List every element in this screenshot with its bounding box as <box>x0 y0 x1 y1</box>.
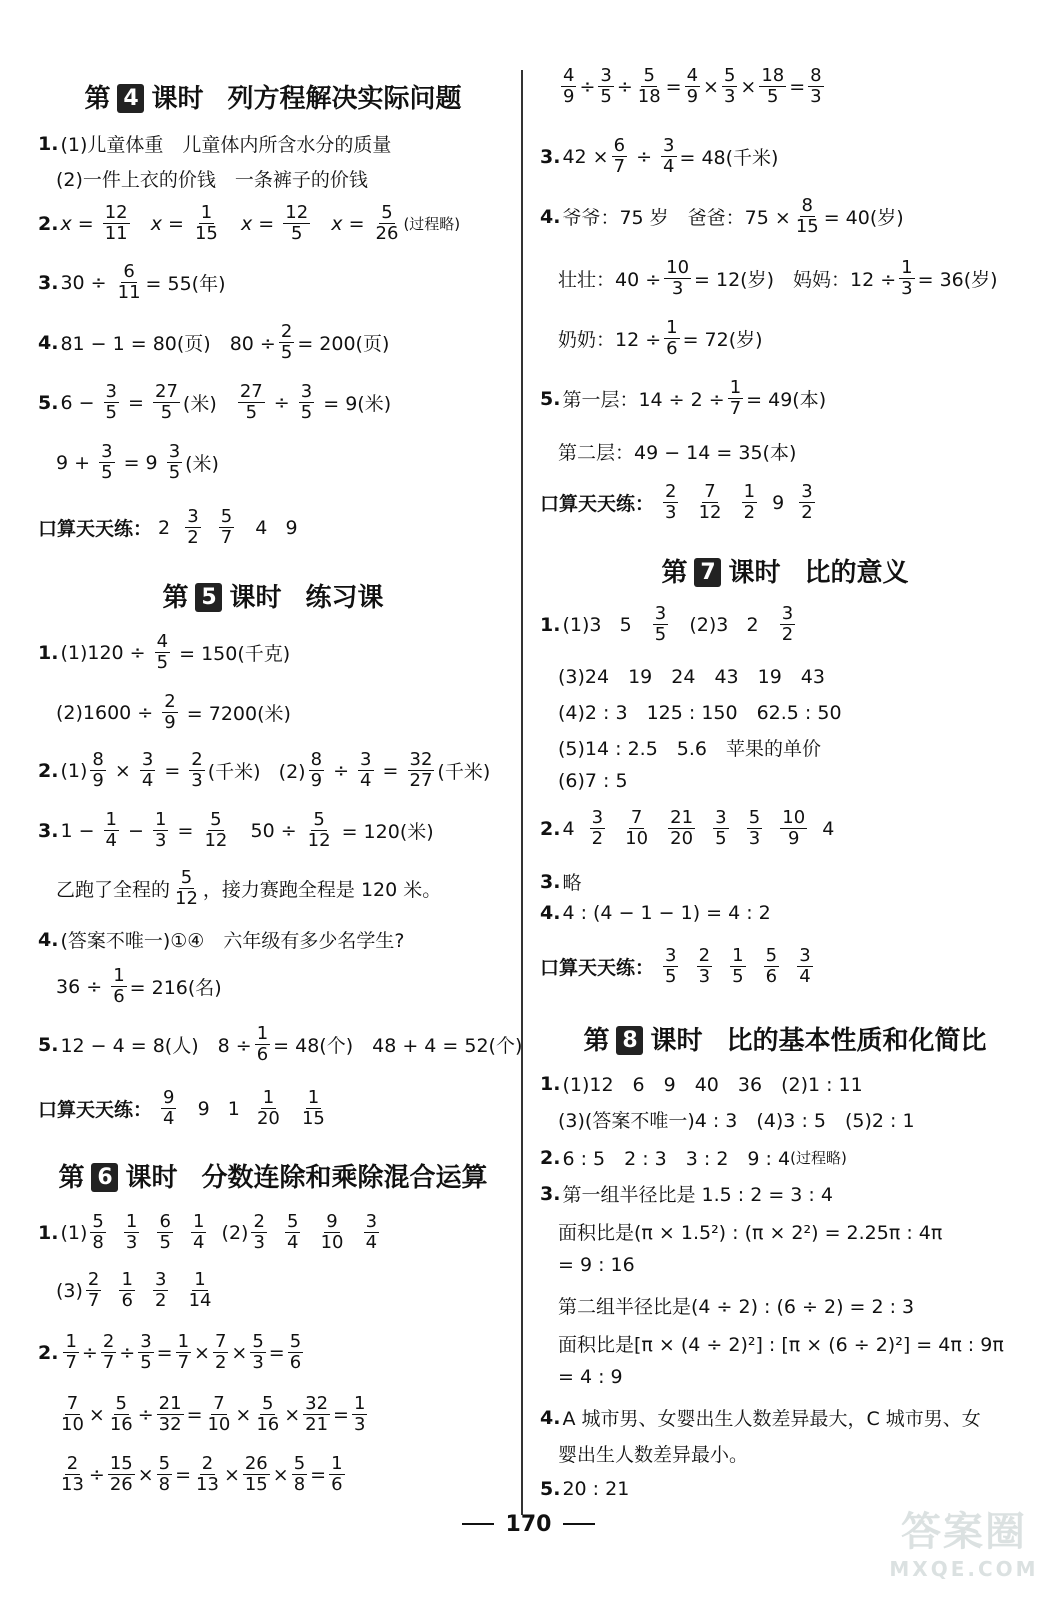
section-title-4: 第 4 课时 列方程解决实际问题 <box>84 84 462 114</box>
calc-answer-1: 1. (1) 5 8 1 3 6 5 1 4 (2) 2 3 5 4 9 10 3 4 <box>38 1211 378 1253</box>
mental-math-6: 口算天天练： 2 3 7 12 1 2 9 3 2 <box>540 481 813 523</box>
simplify-answer-2: 2. 6 : 5 2 : 3 3 : 2 9 : 4 (过程略) <box>540 1146 847 1170</box>
ratio-answer-1: 1. (1)3 5 3 5 (2)3 2 3 2 <box>540 603 794 645</box>
ratio-answer-1-line-3: (3)24 19 24 43 19 43 <box>558 666 825 688</box>
ratio-answer-2: 2. 4 3 2 7 10 21 20 3 5 5 3 10 9 4 <box>540 807 835 849</box>
simplify-answer-4-line-2: 婴出生人数差异最小。 <box>558 1444 749 1466</box>
section-title-5: 第 5 课时 练习课 <box>162 583 384 613</box>
section-title-7: 第 7 课时 比的意义 <box>661 558 909 588</box>
practice-answer-1: 1. (1)120 ÷ $\frac{4}{5}$ = 150(千克) <box>38 631 291 673</box>
calc-answer-4-line-2: 壮壮：40 ÷ $\frac{10}{3}$ = 12(岁) 妈妈：12 ÷ $\frac{1}{3}$ = 36(岁) <box>558 257 998 299</box>
calc-answer-5-line-2: 第二层：49 − 14 = 35(本) <box>558 442 797 464</box>
watermark-logo: 答案圈 MXQE.COM <box>889 1509 1039 1581</box>
practice-answer-3: 3. 1 − $\frac{1}{4}$ − $\frac{1}{3}$ = $\frac{5}{12}$ 50 ÷ $\frac{5}{12}$ = 120(米) <box>38 809 434 851</box>
simplify-answer-3-line-3: = 9 : 16 <box>558 1254 635 1276</box>
calc-answer-5: 5. 第一层：14 ÷ 2 ÷ $\frac{1}{7}$ = 49(本) <box>540 377 827 419</box>
practice-answer-4: 4. (答案不唯一)①④ 六年级有多少名学生? <box>38 928 405 952</box>
section-title-8: 第 8 课时 比的基本性质和化简比 <box>583 1026 987 1056</box>
answer-3: 3. 30 ÷ $\frac{6}{11}$ = 55(年) <box>38 261 226 303</box>
footer-dash-right <box>563 1523 595 1525</box>
calc-answer-3: 3. 42 × $\frac{6}{7}$ ÷ $\frac{3}{4}$ = 48(千米) <box>540 135 779 177</box>
answer-5: 5. 6 − $\frac{3}{5}$ = $\frac{27}{5}$ (米) $\frac{27}{5}$ ÷ $\frac{3}{5}$ = 9(米) <box>38 381 392 423</box>
calc-answer-2-line-2: $\frac{7}{10}$ × $\frac{5}{16}$ ÷ $\frac{21}{32}$ = $\frac{7}{10}$ × $\frac{5}{16}$ × $\frac{32}{21}$ = $\frac{1}{3}$ <box>61 1393 366 1435</box>
simplify-answer-1: 1. (1)12 6 9 40 36 (2)1 : 11 <box>540 1072 863 1096</box>
footer-dash-left <box>462 1523 494 1525</box>
practice-answer-4-line-2: 36 ÷ $\frac{1}{6}$ = 216(名) <box>56 965 222 1007</box>
simplify-answer-3-line-4: 第二组半径比是(4 ÷ 2) : (6 ÷ 2) = 2 : 3 <box>558 1296 915 1318</box>
ratio-answer-1-line-5: (5)14 : 2.5 5.6 苹果的单价 <box>558 738 822 760</box>
simplify-answer-3: 3. 第一组半径比是 1.5 : 2 = 3 : 4 <box>540 1182 833 1206</box>
calc-answer-4-line-3: 奶奶：12 ÷ $\frac{1}{6}$ = 72(岁) <box>558 317 763 359</box>
simplify-answer-5: 5. 20 : 21 <box>540 1478 630 1500</box>
answer-2: 2. x = $\frac{12}{11}$ x = $\frac{1}{15}$ x = $\frac{12}{5}$ x = $\frac{5}{26}$ (过程略) <box>38 202 461 244</box>
ratio-answer-1-line-4: (4)2 : 3 125 : 150 62.5 : 50 <box>558 702 842 724</box>
ratio-answer-3: 3. 略 <box>540 870 582 894</box>
practice-answer-3-line-2: 乙跑了全程的 5 12 ，接力赛跑全程是 120 米。 <box>56 867 442 909</box>
simplify-answer-3-line-5: 面积比是[π × (4 ÷ 2)²] : [π × (6 ÷ 2)²] = 4π : 9π <box>558 1334 1004 1356</box>
practice-answer-1-line-2: (2)1600 ÷ $\frac{2}{9}$ = 7200(米) <box>56 691 291 733</box>
answer-5-line-2: 9 + $\frac{3}{5}$ = 9 3 5 (米) <box>56 441 219 483</box>
simplify-answer-4: 4. A 城市男、女婴出生人数差异最大，C 城市男、女 <box>540 1406 981 1430</box>
mental-math-7: 口算天天练： 3 5 2 3 1 5 5 6 3 4 <box>540 945 811 987</box>
column-divider <box>521 70 523 1515</box>
simplify-answer-1-line-2: (3)(答案不唯一)4 : 3 (4)3 : 5 (5)2 : 1 <box>558 1110 915 1132</box>
practice-answer-5: 5. 12 − 4 = 8(人) 8 ÷ $\frac{1}{6}$ = 48(个) 48 + 4 = 52(个) <box>38 1023 523 1065</box>
calc-answer-2-line-3: $\frac{2}{13}$ ÷ $\frac{15}{26}$ × $\frac{5}{8}$ = $\frac{2}{13}$ × $\frac{26}{15}$ × $\frac{5}{8}$ = $\frac{1}{6}$ <box>61 1453 343 1495</box>
section-title-6: 第 6 课时 分数连除和乘除混合运算 <box>58 1163 488 1193</box>
practice-answer-2: 2. (1) $\frac{8}{9}$ × $\frac{3}{4}$ = $\frac{2}{3}$ (千米) (2) $\frac{8}{9}$ ÷ $\frac{3}{4}$ = $\frac{32}{27}$ (千米) <box>38 749 491 791</box>
answer-1: 1. (1)儿童体重 儿童体内所含水分的质量 <box>38 132 392 156</box>
answer-4: 4. 81 − 1 = 80(页) 80 ÷ $\frac{2}{5}$ = 200(页) <box>38 321 390 363</box>
calc-answer-4: 4. 爷爷：75 岁 爸爸：75 × $\frac{8}{15}$ = 40(岁) <box>540 195 904 237</box>
calc-answer-1-line-2: (3) 2 7 1 6 3 2 1 14 <box>56 1269 212 1311</box>
page-number: 170 <box>505 1512 552 1537</box>
simplify-answer-3-line-6: = 4 : 9 <box>558 1366 623 1388</box>
ratio-answer-4: 4. 4 : (4 − 1 − 1) = 4 : 2 <box>540 902 771 924</box>
simplify-answer-3-line-2: 面积比是(π × 1.5²) : (π × 2²) = 2.25π : 4π <box>558 1222 943 1244</box>
mental-math-4: 口算天天练： 2 3 2 5 7 4 9 <box>38 506 298 548</box>
answer-1-line-2: (2)一件上衣的价钱 一条裤子的价钱 <box>56 169 368 191</box>
calc-answer-2-line-4: $\frac{4}{9}$ ÷ $\frac{3}{5}$ ÷ $\frac{5}{18}$ = $\frac{4}{9}$ × $\frac{5}{3}$ × $\frac{18}{5}$ = $\frac{8}{3}$ <box>563 65 822 107</box>
calc-answer-2: 2. $\frac{1}{7}$ ÷ $\frac{2}{7}$ ÷ $\frac{3}{5}$ = $\frac{1}{7}$ × $\frac{7}{2}$ × $\frac{5}{3}$ = $\frac{5}{6}$ <box>38 1331 302 1373</box>
mental-math-5: 口算天天练： 9 4 9 1 1 20 1 15 <box>38 1087 325 1129</box>
ratio-answer-1-line-6: (6)7 : 5 <box>558 770 628 792</box>
